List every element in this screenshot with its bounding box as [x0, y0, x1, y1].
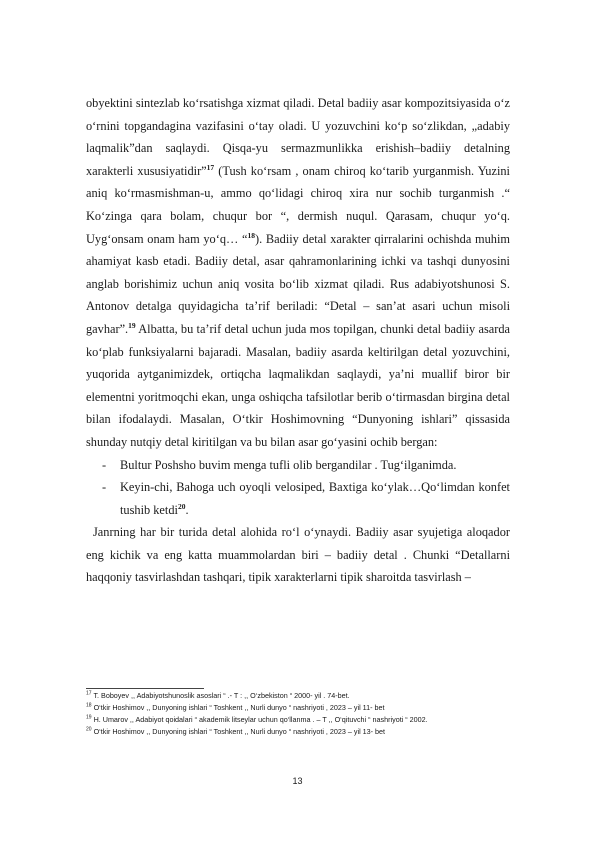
paragraph-segment: Albatta, bu ta’rif detal uchun juda mos topilgan, chunki detal badiiy asarda ko‘plab funksiyalarni bajaradi. Masalan, badiiy asarda keltirilgan detal yozuvchini, yuqorida aytganimizdek, ortiqcha laqmalikdan saqlaydi, ya’ni muallif biror bir elementni yoritmoqchi ekan, unga oshiqcha tafsilotlar berib o‘tirmasdan birgina detal bilan ifodalaydi. Masalan, O‘tkir Hoshimovning “Dunyoning ishlari” qissasida shunday nutqiy detal kiritilgan va bu bilan asar go‘yasini ochib bergan: — [86, 321, 510, 449]
footnote-number: 20 — [86, 726, 92, 733]
list-item — [86, 476, 510, 521]
list-dash: - — [102, 480, 107, 495]
footnotes — [86, 690, 516, 738]
paragraph-segment: (Tush ko‘rsam , onam chiroq ko‘tarib yurganmish. Yuzini aniq ko‘rmasmishman-u, ammo qo‘lidagi chiroq xira nur sochib turganmish .“ Ko‘zinga qara bolam, chuqur bor “, dermish nuqul. Qarasam, chuqur yo‘q. Uyg‘onsam onam ham yo‘q… “ — [86, 163, 510, 246]
footnote-18 — [86, 702, 516, 714]
footnote-20 — [86, 726, 516, 738]
body-text — [86, 92, 510, 589]
footnote-ref-18[interactable]: 18 — [247, 230, 256, 240]
list-item-text: Bultur Poshsho buvim menga tufli olib bergandilar . Tug‘ilganimda. — [120, 457, 457, 472]
list-item-text: Keyin-chi, Bahoga uch oyoqli velosiped, Baxtiga ko‘ylak…Qo‘limdan konfet tushib ketdi — [120, 480, 510, 517]
footnote-number: 17 — [86, 690, 92, 697]
paragraph-main — [86, 92, 510, 454]
list-dash: - — [102, 457, 107, 472]
footnote-ref-17[interactable]: 17 — [206, 162, 215, 172]
footnote-17 — [86, 690, 516, 702]
footnote-19 — [86, 714, 516, 726]
footnote-number: 18 — [86, 702, 92, 709]
paragraph-segment: ). Badiiy detal xarakter qirralarini ochishda muhim ahamiyat kasb etadi. Badiiy detal, asar qahramonlarining ichki va tashqi dunyosini anglab borishimiz uchun aniq vosita bo‘lib xizmat qiladi. Rus adabiyotshunosi S. Antonov detalga quyidagicha ta’rif beriladi: “Detal – san’at asari uchun misoli gavhar”. — [86, 231, 510, 336]
list-item — [86, 454, 510, 477]
footnote-ref-20[interactable]: 20 — [177, 501, 186, 511]
dialogue-list — [86, 454, 510, 522]
footnote-text: H. Umarov ,, Adabiyot qoidalari “ akademik litseylar uchun qo‘llanma . – T ,, O‘qituvchi “ nashriyoti “ 2002. — [93, 715, 428, 724]
footnote-text: O‘tkir Hoshimov ,, Dunyoning ishlari “ Toshkent ,, Nurli dunyo “ nashriyoti , 2023 – yil 11- bet — [93, 703, 385, 712]
footnote-number: 19 — [86, 714, 92, 721]
paragraph-second: Janrning har bir turida detal alohida ro‘l o‘ynaydi. Badiiy asar syujetiga aloqador eng kichik va eng katta muammolardan biri – badiiy detal . Chunki “Detallarni haqqoniy tasvirlashdan tashqari, tipik xarakterlarni tipik sharoitda tasvirlash – — [86, 525, 510, 585]
footnote-text: O‘tkir Hoshimov ,, Dunyoning ishlari “ Toshkent ,, Nurli dunyo “ nashriyoti , 2023 – yil 13- bet — [93, 727, 386, 736]
footnote-divider — [86, 688, 204, 689]
footnote-text: T. Boboyev ,, Adabiyotshunoslik asoslari “ .- T : ,, O‘zbekiston “ 2000- yil . 74-bet. — [93, 691, 350, 700]
page-number: 13 — [292, 776, 303, 786]
list-item-end: . — [185, 502, 189, 517]
footnote-ref-19[interactable]: 19 — [128, 320, 136, 330]
paragraph-segment: obyektini sintezlab ko‘rsatishga xizmat qiladi. Detal badiiy asar kompozitsiyasida o‘z o‘rnini topgandagina vazifasini o‘tay oladi. U yozuvchini ko‘p so‘zlikdan, „adabiy laqmalik”dan saqlaydi. Qisqa-yu sermazmunlikka erishish–badiiy detalning xarakterli xususiyatidir” — [86, 96, 510, 178]
